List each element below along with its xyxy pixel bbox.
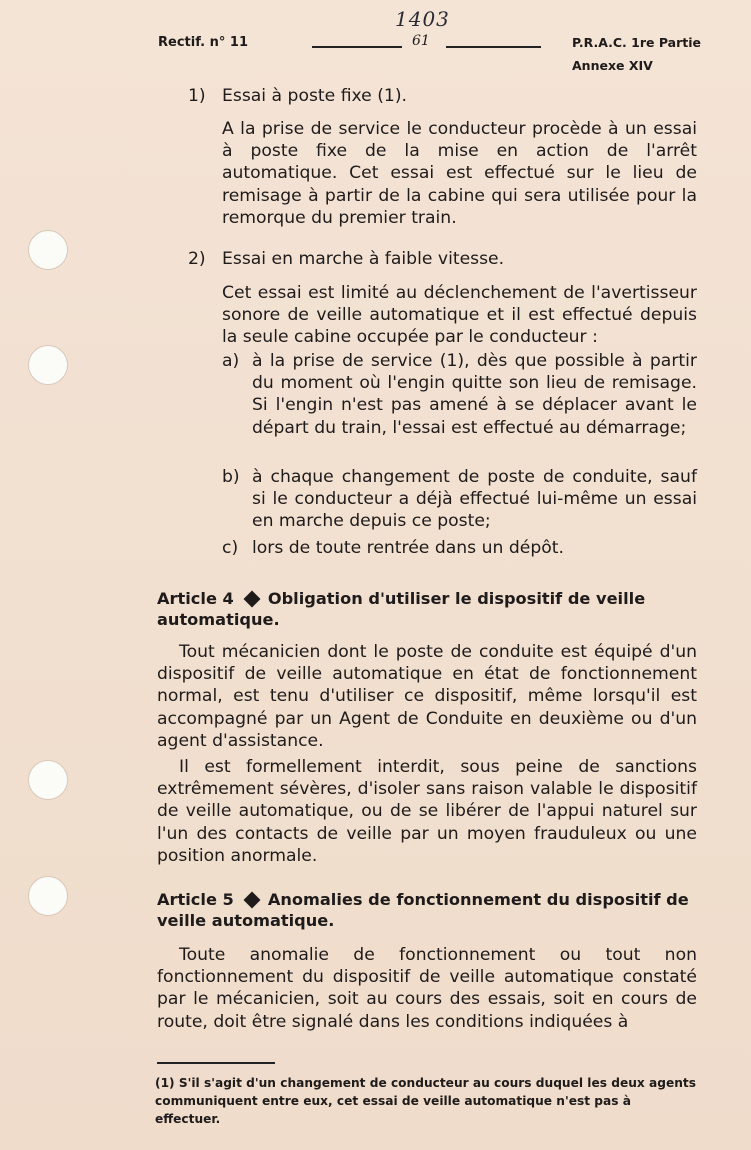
article4-heading [157, 588, 702, 630]
rectif-number: Rectif. n° 11 [158, 35, 248, 50]
section1-title: Essai à poste fixe (1). [222, 86, 408, 106]
article5-number: Article 5 [157, 890, 234, 909]
diamond-icon [243, 591, 260, 608]
section1-label: 1) [188, 86, 206, 106]
article4-title: Obligation d'utiliser le dispositif de veille automatique. [157, 589, 646, 629]
handwritten-number: 1403 [395, 7, 450, 31]
annexe-label: Annexe XIV [572, 58, 653, 73]
article5-heading [157, 889, 702, 931]
binder-hole [28, 760, 68, 800]
binder-hole [28, 345, 68, 385]
binder-hole [28, 230, 68, 270]
footnote [155, 1075, 697, 1128]
footnote-rule [157, 1062, 275, 1064]
prac-label: P.R.A.C. 1re Partie [572, 35, 702, 50]
article4-paragraph-1: Tout mécanicien dont le poste de conduite est équipé d'un dispositif de veille automatique en état de fonctionnement normal, est tenu d'utiliser ce dispositif, même lorsqu'il est accompagné par un Agent de Conduite en deuxième ou d'un agent d'assistance. [157, 642, 697, 751]
header-rule-right [446, 46, 541, 48]
item-b-text: à chaque changement de poste de conduite, sauf si le conducteur a déjà effectué lui-même un essai en marche depuis ce poste; [252, 467, 697, 532]
diamond-icon [243, 892, 260, 909]
header-rule-left [312, 46, 402, 48]
footnote-text: S'il s'agit d'un changement de conducteur au cours duquel les deux agents communiquent entre eux, cet essai de veille automatique n'est pas à effectuer. [155, 1076, 696, 1126]
footnote-marker: (1) [155, 1076, 175, 1090]
page-number: 61 [412, 33, 430, 49]
article5-title: Anomalies de fonctionnement du dispositif de veille automatique. [157, 890, 689, 930]
article4-number: Article 4 [157, 589, 234, 608]
item-c-text: lors de toute rentrée dans un dépôt. [252, 538, 564, 558]
item-a-label: a) [222, 351, 240, 371]
section1-text: A la prise de service le conducteur procède à un essai à poste fixe de la mise en action de l'arrêt automatique. Cet essai est effectué sur le lieu de remisage à partir de la cabine qui sera utilisée pour la remorque du premier train. [222, 119, 697, 228]
binder-hole [28, 876, 68, 916]
item-c-label: c) [222, 538, 239, 558]
article5-paragraph: Toute anomalie de fonctionnement ou tout non fonctionnement du dispositif de veille automatique constaté par le mécanicien, soit au cours des essais, soit en cours de route, doit être signalé dans les conditions indiquées à [157, 945, 697, 1032]
article4-paragraph-2: Il est formellement interdit, sous peine de sanctions extrêmement sévères, d'isoler sans raison valable le dispositif de veille automatique, ou de se libérer de l'appui naturel sur l'un des contacts de veille par un moyen frauduleux ou une position anormale. [157, 757, 697, 866]
section2-label: 2) [188, 249, 206, 269]
section2-intro: Cet essai est limité au déclenchement de l'avertisseur sonore de veille automatique et il est effectué depuis la seule cabine occupée par le conducteur : [222, 283, 697, 348]
item-a-text: à la prise de service (1), dès que possible à partir du moment où l'engin quitte son lieu de remisage. Si l'engin n'est pas amené à se déplacer avant le départ du train, l'essai est effectué au démarrage; [252, 351, 697, 438]
item-b-label: b) [222, 467, 240, 487]
section2-title: Essai en marche à faible vitesse. [222, 249, 505, 269]
page-header [0, 7, 751, 83]
